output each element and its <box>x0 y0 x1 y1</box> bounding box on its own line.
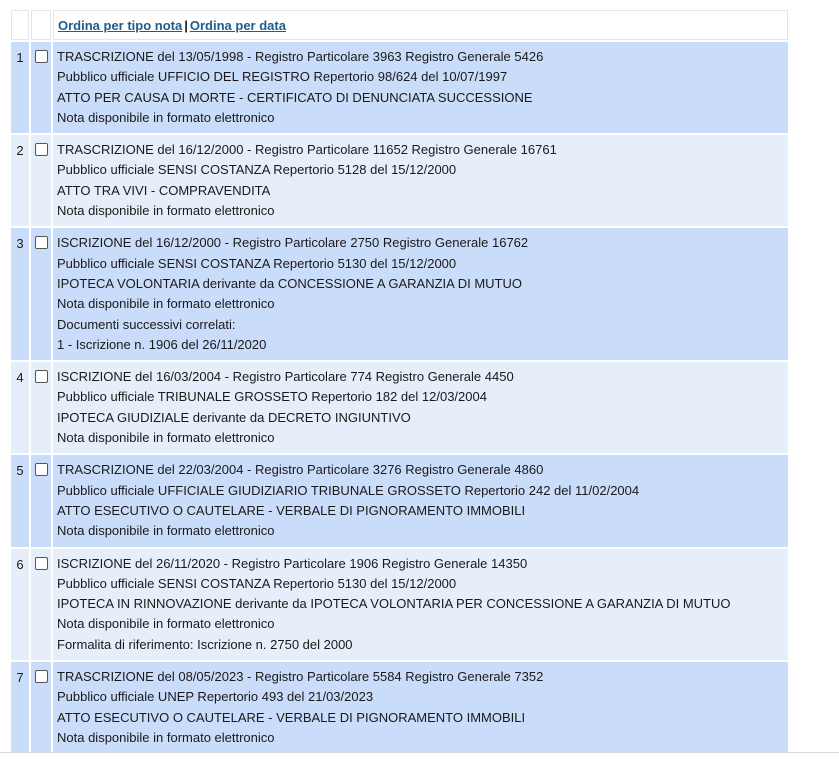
table-row <box>11 228 788 360</box>
note-line: ISCRIZIONE del 16/12/2000 - Registro Particolare 2750 Registro Generale 16762 <box>57 235 529 251</box>
table-row <box>11 135 788 226</box>
note-line: Nota disponibile in formato elettronico <box>57 109 275 125</box>
note-line: Pubblico ufficiale SENSI COSTANZA Repertorio 5128 del 15/12/2000 <box>57 162 457 178</box>
table-row <box>11 455 788 546</box>
note-details <box>53 455 788 546</box>
note-line: Nota disponibile in formato elettronico <box>57 296 275 312</box>
note-line: IPOTECA IN RINNOVAZIONE derivante da IPOTECA VOLONTARIA PER CONCESSIONE A GARANZIA DI MUTUO <box>57 596 731 612</box>
note-details <box>53 42 788 133</box>
row-checkbox[interactable] <box>35 670 48 683</box>
table-row <box>11 549 788 660</box>
row-checkbox[interactable] <box>35 557 48 570</box>
note-line: ATTO ESECUTIVO O CAUTELARE - VERBALE DI PIGNORAMENTO IMMOBILI <box>57 709 526 725</box>
row-number: 5 <box>11 455 29 546</box>
row-checkbox-cell <box>31 549 51 660</box>
note-line: TRASCRIZIONE del 22/03/2004 - Registro Particolare 3276 Registro Generale 4860 <box>57 462 544 478</box>
row-number: 3 <box>11 228 29 360</box>
table-header-row <box>11 10 788 40</box>
row-checkbox[interactable] <box>35 463 48 476</box>
row-checkbox-cell <box>31 662 51 753</box>
row-number: 7 <box>11 662 29 753</box>
note-details <box>53 228 788 360</box>
note-line: Nota disponibile in formato elettronico <box>57 203 275 219</box>
row-number: 2 <box>11 135 29 226</box>
row-checkbox[interactable] <box>35 236 48 249</box>
sort-by-type-link[interactable]: Ordina per tipo nota <box>58 17 183 33</box>
sort-separator: | <box>184 17 188 33</box>
note-details <box>53 362 788 453</box>
note-line: ISCRIZIONE del 26/11/2020 - Registro Particolare 1906 Registro Generale 14350 <box>57 555 528 571</box>
row-checkbox-cell <box>31 42 51 133</box>
row-checkbox[interactable] <box>35 370 48 383</box>
header-blank-cell <box>11 10 29 40</box>
row-number: 6 <box>11 549 29 660</box>
note-line: Pubblico ufficiale TRIBUNALE GROSSETO Repertorio 182 del 12/03/2004 <box>57 389 487 405</box>
note-line: 1 - Iscrizione n. 1906 del 26/11/2020 <box>57 336 267 352</box>
note-line: Pubblico ufficiale UNEP Repertorio 493 del 21/03/2023 <box>57 689 374 705</box>
bottom-divider <box>0 752 839 753</box>
row-checkbox-cell <box>31 135 51 226</box>
note-line: Pubblico ufficiale UFFICIO DEL REGISTRO Repertorio 98/624 del 10/07/1997 <box>57 69 508 85</box>
row-checkbox[interactable] <box>35 50 48 63</box>
row-checkbox-cell <box>31 228 51 360</box>
note-line: Nota disponibile in formato elettronico <box>57 430 275 446</box>
row-checkbox[interactable] <box>35 143 48 156</box>
note-details <box>53 662 788 753</box>
row-checkbox-cell <box>31 362 51 453</box>
note-details <box>53 135 788 226</box>
note-line: Formalita di riferimento: Iscrizione n. 2750 del 2000 <box>57 636 353 652</box>
note-line: ATTO PER CAUSA DI MORTE - CERTIFICATO DI DENUNCIATA SUCCESSIONE <box>57 89 533 105</box>
row-number: 1 <box>11 42 29 133</box>
note-line: Nota disponibile in formato elettronico <box>57 616 275 632</box>
note-line: TRASCRIZIONE del 16/12/2000 - Registro Particolare 11652 Registro Generale 16761 <box>57 142 557 158</box>
table-row <box>11 662 788 753</box>
header-blank-cell <box>31 10 51 40</box>
notes-table <box>9 8 790 755</box>
note-line: Pubblico ufficiale SENSI COSTANZA Repertorio 5130 del 15/12/2000 <box>57 255 457 271</box>
note-line: TRASCRIZIONE del 08/05/2023 - Registro Particolare 5584 Registro Generale 7352 <box>57 669 544 685</box>
table-row <box>11 42 788 133</box>
row-checkbox-cell <box>31 455 51 546</box>
note-line: TRASCRIZIONE del 13/05/1998 - Registro Particolare 3963 Registro Generale 5426 <box>57 49 544 64</box>
sort-by-date-link[interactable]: Ordina per data <box>189 17 286 33</box>
note-line: Pubblico ufficiale SENSI COSTANZA Repertorio 5130 del 15/12/2000 <box>57 575 457 591</box>
note-line: ISCRIZIONE del 16/03/2004 - Registro Particolare 774 Registro Generale 4450 <box>57 369 514 385</box>
note-line: Pubblico ufficiale UFFICIALE GIUDIZIARIO TRIBUNALE GROSSETO Repertorio 242 del 11/02/2004 <box>57 482 640 498</box>
note-line: IPOTECA VOLONTARIA derivante da CONCESSIONE A GARANZIA DI MUTUO <box>57 275 522 291</box>
note-line: Documenti successivi correlati: <box>57 316 236 332</box>
note-line: ATTO TRA VIVI - COMPRAVENDITA <box>57 182 271 198</box>
sort-links-cell <box>53 10 788 40</box>
note-line: IPOTECA GIUDIZIALE derivante da DECRETO INGIUNTIVO <box>57 409 411 425</box>
note-line: Nota disponibile in formato elettronico <box>57 729 275 745</box>
note-line: ATTO ESECUTIVO O CAUTELARE - VERBALE DI PIGNORAMENTO IMMOBILI <box>57 502 526 518</box>
table-row <box>11 362 788 453</box>
row-number: 4 <box>11 362 29 453</box>
note-line: Nota disponibile in formato elettronico <box>57 523 275 539</box>
notes-list-container <box>11 10 792 753</box>
note-details <box>53 549 788 660</box>
